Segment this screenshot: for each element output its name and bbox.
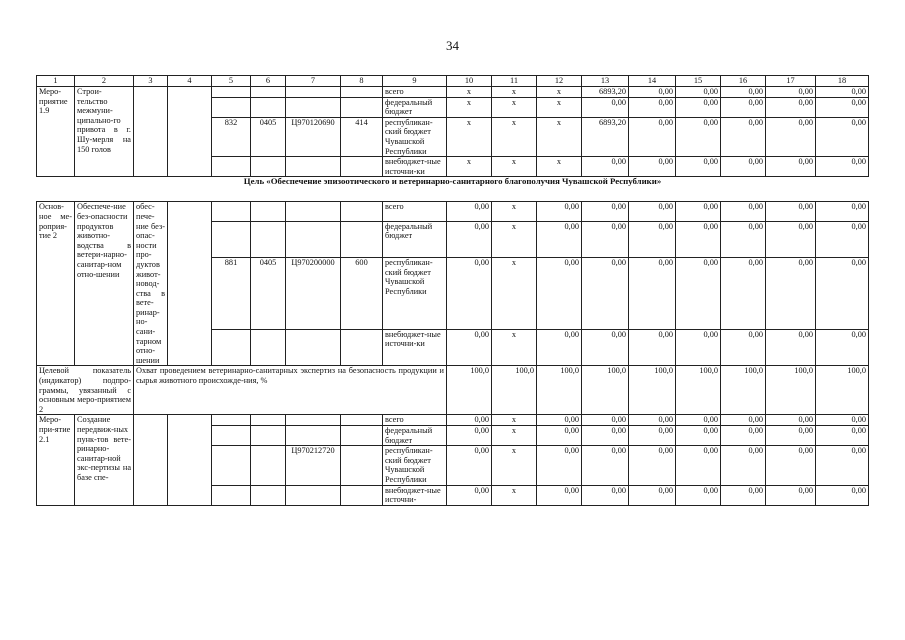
code-cell — [341, 329, 383, 366]
column-header: 10 — [447, 76, 492, 87]
value-cell: 0,00 — [676, 446, 721, 485]
value-cell: 0,00 — [721, 446, 766, 485]
section-code: 0405 — [251, 258, 286, 330]
indicator-row — [37, 366, 869, 415]
code-cell — [341, 415, 383, 426]
code-cell — [341, 97, 383, 117]
value-cell: 0,00 — [537, 329, 582, 366]
column-header: 16 — [721, 76, 766, 87]
value-cell: 0,00 — [721, 329, 766, 366]
value-cell: 0,00 — [537, 221, 582, 258]
value-cell: 0,00 — [816, 415, 869, 426]
value-cell: 6893,20 — [582, 117, 629, 156]
section-code: 0405 — [251, 117, 286, 156]
funding-source: республикан-ский бюджет Чувашской Республики — [383, 117, 447, 156]
value-cell: 0,00 — [721, 221, 766, 258]
value-cell: 0,00 — [816, 221, 869, 258]
value-cell: 0,00 — [766, 117, 816, 156]
code-cell — [251, 202, 286, 221]
funding-source: внебюджет-ные источни-ки — [383, 157, 447, 177]
column-header: 5 — [212, 76, 251, 87]
target-article-code: Ц970200000 — [286, 258, 341, 330]
value-cell: 0,00 — [676, 157, 721, 177]
code-cell — [341, 202, 383, 221]
code-cell — [251, 426, 286, 446]
funding-source: федеральный бюджет — [383, 221, 447, 258]
code-cell — [341, 446, 383, 485]
code-cell — [251, 157, 286, 177]
value-cell: 0,00 — [447, 221, 492, 258]
code-cell — [286, 157, 341, 177]
value-cell: 0,00 — [816, 87, 869, 98]
value-cell: 0,00 — [447, 485, 492, 505]
funding-source: всего — [383, 415, 447, 426]
value-cell: 0,00 — [721, 157, 766, 177]
value-cell: 0,00 — [766, 157, 816, 177]
expense-type-code: 600 — [341, 258, 383, 330]
code-cell — [341, 157, 383, 177]
value-cell: 0,00 — [676, 258, 721, 330]
value-cell: х — [492, 258, 537, 330]
code-cell — [286, 426, 341, 446]
indicator-text: Охват проведением ветеринарно-санитарных экспертиз на безопасность продукции и сырья животного происхожде-ния, % — [134, 366, 447, 415]
value-cell: 0,00 — [537, 202, 582, 221]
code-cell — [212, 221, 251, 258]
value-cell: х — [492, 329, 537, 366]
column-header: 9 — [383, 76, 447, 87]
value-cell: 0,00 — [582, 202, 629, 221]
value-cell: 0,00 — [766, 221, 816, 258]
value-cell: 0,00 — [447, 446, 492, 485]
value-cell: х — [492, 97, 537, 117]
value-cell: 0,00 — [582, 426, 629, 446]
column-header: 11 — [492, 76, 537, 87]
responsible-cell — [134, 87, 168, 177]
code-cell — [286, 485, 341, 505]
funding-source: республикан-ский бюджет Чувашской Республики — [383, 446, 447, 485]
value-cell: х — [492, 446, 537, 485]
value-cell: 0,00 — [721, 87, 766, 98]
column-header: 6 — [251, 76, 286, 87]
funding-source: внебюджет-ные источни- — [383, 485, 447, 505]
goal-title: Цель «Обеспечение эпизоотического и ветеринарно-санитарного благополучия Чувашской Республики» — [37, 177, 869, 202]
value-cell: х — [447, 117, 492, 156]
value-cell: 0,00 — [629, 202, 676, 221]
activity-name: Основ-ное ме-роприя-тие 2 — [37, 202, 75, 366]
value-cell: 0,00 — [447, 202, 492, 221]
value-cell: 0,00 — [816, 485, 869, 505]
code-cell — [251, 221, 286, 258]
value-cell: 6893,20 — [582, 87, 629, 98]
code-cell — [286, 87, 341, 98]
value-cell: 0,00 — [676, 329, 721, 366]
value-cell: х — [447, 97, 492, 117]
value-cell: 0,00 — [721, 97, 766, 117]
value-cell: 0,00 — [766, 258, 816, 330]
value-cell: х — [492, 485, 537, 505]
code-cell — [212, 485, 251, 505]
code-cell — [286, 415, 341, 426]
value-cell: 0,00 — [629, 329, 676, 366]
value-cell: х — [537, 157, 582, 177]
code-cell — [251, 97, 286, 117]
value-cell: 0,00 — [816, 258, 869, 330]
column-header: 12 — [537, 76, 582, 87]
value-cell: 0,00 — [629, 426, 676, 446]
value-cell: 0,00 — [766, 415, 816, 426]
column-number-row — [37, 76, 869, 87]
activity-name: Меро-приятие 1.9 — [37, 87, 75, 177]
table-row — [37, 415, 869, 426]
code-cell — [286, 97, 341, 117]
code-cell — [251, 329, 286, 366]
value-cell: 0,00 — [537, 258, 582, 330]
column-header: 3 — [134, 76, 168, 87]
code-cell — [251, 87, 286, 98]
value-cell: х — [447, 87, 492, 98]
target-article-code: Ц970120690 — [286, 117, 341, 156]
activity-name: Меро-при-ятие 2.1 — [37, 415, 75, 505]
value-cell: 0,00 — [721, 117, 766, 156]
value-cell: 0,00 — [629, 97, 676, 117]
value-cell: 0,00 — [447, 258, 492, 330]
value-cell: 0,00 — [582, 221, 629, 258]
value-cell: 0,00 — [676, 202, 721, 221]
code-cell — [251, 415, 286, 426]
value-cell: 0,00 — [629, 157, 676, 177]
indicator-value: 100,0 — [582, 366, 629, 415]
indicator-label: Целевой показатель (индикатор) подпро-граммы, увязанный с основным меро-приятием 2 — [37, 366, 134, 415]
code-cell — [212, 446, 251, 485]
value-cell: 0,00 — [676, 97, 721, 117]
value-cell: 0,00 — [582, 446, 629, 485]
indicator-value: 100,0 — [629, 366, 676, 415]
code-cell — [341, 485, 383, 505]
column-header: 15 — [676, 76, 721, 87]
code-cell — [212, 97, 251, 117]
funding-source: внебюджет-ные источни-ки — [383, 329, 447, 366]
value-cell: 0,00 — [721, 202, 766, 221]
value-cell: х — [537, 97, 582, 117]
column-header: 14 — [629, 76, 676, 87]
funding-source: республикан-ский бюджет Чувашской Республики — [383, 258, 447, 330]
value-cell: 0,00 — [537, 485, 582, 505]
column-header: 18 — [816, 76, 869, 87]
value-cell: 0,00 — [816, 117, 869, 156]
value-cell: х — [492, 221, 537, 258]
value-cell: х — [492, 87, 537, 98]
code-cell — [212, 87, 251, 98]
value-cell: 0,00 — [766, 485, 816, 505]
code-cell — [251, 485, 286, 505]
value-cell: 0,00 — [816, 157, 869, 177]
code-cell — [251, 446, 286, 485]
page-number: 34 — [446, 38, 459, 53]
code-cell — [212, 157, 251, 177]
indicator-value: 100,0 — [492, 366, 537, 415]
program-table — [36, 75, 869, 506]
target-article-code: Ц970212720 — [286, 446, 341, 485]
value-cell: 0,00 — [582, 97, 629, 117]
value-cell: х — [492, 202, 537, 221]
value-cell: 0,00 — [447, 426, 492, 446]
value-cell: 0,00 — [676, 415, 721, 426]
value-cell: 0,00 — [766, 446, 816, 485]
value-cell: 0,00 — [537, 446, 582, 485]
indicator-value: 100,0 — [766, 366, 816, 415]
value-cell: х — [492, 426, 537, 446]
table-row — [37, 87, 869, 98]
code-cell — [286, 202, 341, 221]
column-header: 13 — [582, 76, 629, 87]
code-cell — [341, 221, 383, 258]
value-cell: 0,00 — [766, 97, 816, 117]
value-cell: х — [492, 415, 537, 426]
funding-source: всего — [383, 87, 447, 98]
coexecutor-cell — [168, 202, 212, 366]
code-cell — [286, 329, 341, 366]
goal-row — [37, 177, 869, 202]
value-cell: 0,00 — [676, 87, 721, 98]
ministry-code: 881 — [212, 258, 251, 330]
expense-type-code: 414 — [341, 117, 383, 156]
value-cell: 0,00 — [721, 258, 766, 330]
activity-description: Обеспече-ние без-опасности продуктов животно-водства в ветери-нарно-санитар-ном отно-шении — [75, 202, 134, 366]
value-cell: 0,00 — [582, 329, 629, 366]
code-cell — [212, 202, 251, 221]
value-cell: 0,00 — [816, 446, 869, 485]
code-cell — [341, 426, 383, 446]
table-row — [37, 202, 869, 221]
funding-source: всего — [383, 202, 447, 221]
indicator-value: 100,0 — [537, 366, 582, 415]
value-cell: 0,00 — [582, 415, 629, 426]
column-header: 4 — [168, 76, 212, 87]
column-header: 2 — [75, 76, 134, 87]
value-cell: 0,00 — [766, 87, 816, 98]
value-cell: 0,00 — [582, 157, 629, 177]
value-cell: 0,00 — [676, 426, 721, 446]
code-cell — [212, 426, 251, 446]
value-cell: 0,00 — [766, 426, 816, 446]
value-cell: 0,00 — [629, 221, 676, 258]
value-cell: 0,00 — [816, 202, 869, 221]
value-cell: х — [492, 157, 537, 177]
column-header: 7 — [286, 76, 341, 87]
column-header: 8 — [341, 76, 383, 87]
activity-description: Строи-тельство межмуни-ципально-го привота в г. Шу-мерля на 150 голов — [75, 87, 134, 177]
value-cell: х — [492, 117, 537, 156]
indicator-value: 100,0 — [447, 366, 492, 415]
indicator-value: 100,0 — [816, 366, 869, 415]
funding-source: федеральный бюджет — [383, 426, 447, 446]
value-cell: х — [447, 157, 492, 177]
value-cell: 0,00 — [676, 485, 721, 505]
value-cell: 0,00 — [447, 329, 492, 366]
code-cell — [212, 329, 251, 366]
value-cell: 0,00 — [629, 415, 676, 426]
code-cell — [286, 221, 341, 258]
ministry-code: 832 — [212, 117, 251, 156]
funding-source: федеральный бюджет — [383, 97, 447, 117]
value-cell: 0,00 — [721, 426, 766, 446]
value-cell: 0,00 — [629, 117, 676, 156]
column-header: 17 — [766, 76, 816, 87]
value-cell: 0,00 — [816, 329, 869, 366]
value-cell: 0,00 — [447, 415, 492, 426]
value-cell: 0,00 — [721, 415, 766, 426]
coexecutor-cell — [168, 415, 212, 505]
indicator-value: 100,0 — [676, 366, 721, 415]
value-cell: 0,00 — [766, 202, 816, 221]
value-cell: 0,00 — [721, 485, 766, 505]
value-cell: 0,00 — [629, 258, 676, 330]
value-cell: 0,00 — [629, 446, 676, 485]
value-cell: 0,00 — [816, 97, 869, 117]
code-cell — [212, 415, 251, 426]
value-cell: 0,00 — [629, 87, 676, 98]
value-cell: 0,00 — [537, 426, 582, 446]
value-cell: 0,00 — [676, 221, 721, 258]
column-header: 1 — [37, 76, 75, 87]
activity-purpose: обес-пече-ние без-опас-ности про-дуктов живот-новод-ства в вете-ринар-но-сани-тарном отно-шении — [134, 202, 168, 366]
code-cell — [341, 87, 383, 98]
value-cell: 0,00 — [537, 415, 582, 426]
value-cell: 0,00 — [766, 329, 816, 366]
value-cell: 0,00 — [629, 485, 676, 505]
value-cell: 0,00 — [582, 485, 629, 505]
value-cell: 0,00 — [676, 117, 721, 156]
indicator-value: 100,0 — [721, 366, 766, 415]
value-cell: 0,00 — [582, 258, 629, 330]
value-cell: х — [537, 117, 582, 156]
value-cell: 0,00 — [816, 426, 869, 446]
activity-description: Создание передвиж-ных пунк-тов вете-ринарно-санитар-ной экс-пертизы на базе спе- — [75, 415, 134, 505]
responsible-cell — [134, 415, 168, 505]
value-cell: х — [537, 87, 582, 98]
coexecutor-cell — [168, 87, 212, 177]
